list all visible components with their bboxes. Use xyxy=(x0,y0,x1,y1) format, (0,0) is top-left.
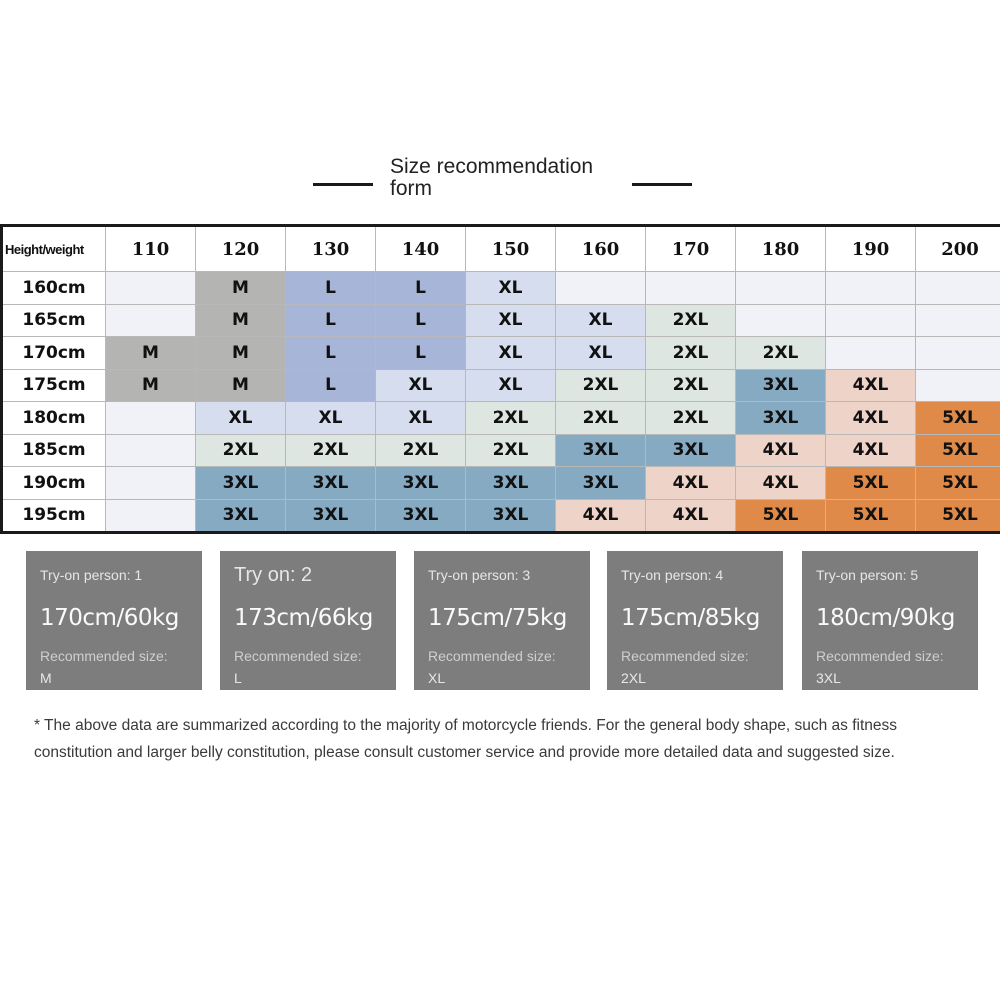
try-on-card-4 xyxy=(607,551,783,690)
size-cell: 4XL xyxy=(826,402,916,435)
size-cell: 5XL xyxy=(826,499,916,533)
height-header: 195cm xyxy=(2,499,106,533)
size-cell xyxy=(826,337,916,370)
try-on-card-1 xyxy=(26,551,202,690)
card-rec-label: Recommended size: xyxy=(40,648,168,664)
size-cell xyxy=(106,499,196,533)
size-cell: XL xyxy=(466,304,556,337)
size-cell: XL xyxy=(556,304,646,337)
size-cell: L xyxy=(286,304,376,337)
size-cell: 5XL xyxy=(916,434,1000,467)
size-cell: XL xyxy=(466,337,556,370)
size-cell xyxy=(556,272,646,305)
size-cell: M xyxy=(196,304,286,337)
size-cell: L xyxy=(286,272,376,305)
corner-header: Height/weight xyxy=(2,226,106,272)
height-header: 180cm xyxy=(2,402,106,435)
height-header: 165cm xyxy=(2,304,106,337)
size-cell: 4XL xyxy=(736,434,826,467)
table-body xyxy=(2,272,1000,533)
size-cell: 3XL xyxy=(286,467,376,500)
weight-header: 190 xyxy=(826,226,916,272)
size-cell: 2XL xyxy=(466,402,556,435)
size-cell: M xyxy=(106,337,196,370)
size-cell: XL xyxy=(556,337,646,370)
card-measurements: 175cm/85kg xyxy=(621,605,760,631)
size-cell: 5XL xyxy=(916,402,1000,435)
size-cell: 3XL xyxy=(556,467,646,500)
page-title: Size recommendation form xyxy=(390,155,594,200)
size-cell xyxy=(736,272,826,305)
size-cell: L xyxy=(286,369,376,402)
size-cell: 3XL xyxy=(196,499,286,533)
size-cell xyxy=(736,304,826,337)
size-cell: XL xyxy=(466,369,556,402)
height-header: 175cm xyxy=(2,369,106,402)
card-label: Try-on person: 4 xyxy=(621,567,724,583)
card-rec-value: XL xyxy=(428,670,446,686)
card-rec-label: Recommended size: xyxy=(816,648,944,664)
size-cell: XL xyxy=(376,402,466,435)
table-row xyxy=(2,467,1000,500)
title-block xyxy=(0,156,1000,206)
size-cell: L xyxy=(376,304,466,337)
size-cell: 5XL xyxy=(826,467,916,500)
card-rec-label: Recommended size: xyxy=(428,648,556,664)
size-cell xyxy=(826,272,916,305)
card-rec-value: 2XL xyxy=(621,670,646,686)
weight-header: 150 xyxy=(466,226,556,272)
size-cell: 2XL xyxy=(556,402,646,435)
size-cell: 4XL xyxy=(826,369,916,402)
size-cell xyxy=(106,467,196,500)
table-row xyxy=(2,304,1000,337)
try-on-card-5 xyxy=(802,551,978,690)
size-cell xyxy=(646,272,736,305)
size-cell xyxy=(916,369,1000,402)
size-cell xyxy=(916,304,1000,337)
size-cell: 2XL xyxy=(286,434,376,467)
table-row xyxy=(2,337,1000,370)
height-header: 185cm xyxy=(2,434,106,467)
size-cell: 2XL xyxy=(466,434,556,467)
size-cell: 3XL xyxy=(376,499,466,533)
try-on-card-2 xyxy=(220,551,396,690)
weight-header: 200 xyxy=(916,226,1000,272)
card-rec-label: Recommended size: xyxy=(234,648,362,664)
card-rec-label: Recommended size: xyxy=(621,648,749,664)
size-cell: 3XL xyxy=(646,434,736,467)
title-divider-left xyxy=(313,183,373,186)
size-cell: M xyxy=(106,369,196,402)
table-row xyxy=(2,499,1000,533)
size-cell: XL xyxy=(376,369,466,402)
size-cell: 5XL xyxy=(916,499,1000,533)
card-label: Try-on person: 1 xyxy=(40,567,143,583)
size-cell: 2XL xyxy=(646,369,736,402)
size-cell: 5XL xyxy=(916,467,1000,500)
size-cell: 2XL xyxy=(646,402,736,435)
size-cell: 3XL xyxy=(376,467,466,500)
footnote: * The above data are summarized according to the majority of motorcycle friends. For the general body shape, such as fitness constitution and larger belly constitution, please consult customer service and provide more detailed data and suggested size. xyxy=(34,717,897,761)
size-cell xyxy=(916,337,1000,370)
size-cell: 4XL xyxy=(826,434,916,467)
table-row xyxy=(2,369,1000,402)
table-row xyxy=(2,434,1000,467)
size-cell: 4XL xyxy=(646,499,736,533)
table-header-row xyxy=(2,226,1000,272)
size-cell xyxy=(916,272,1000,305)
card-measurements: 180cm/90kg xyxy=(816,605,955,631)
size-cell: 3XL xyxy=(736,369,826,402)
size-cell: 2XL xyxy=(646,304,736,337)
size-cell xyxy=(106,402,196,435)
height-header: 170cm xyxy=(2,337,106,370)
weight-header: 160 xyxy=(556,226,646,272)
card-label: Try-on person: 5 xyxy=(816,567,919,583)
card-measurements: 170cm/60kg xyxy=(40,605,179,631)
size-cell: L xyxy=(376,272,466,305)
size-cell: 3XL xyxy=(286,499,376,533)
size-cell: 4XL xyxy=(646,467,736,500)
size-cell: 3XL xyxy=(466,467,556,500)
weight-header: 180 xyxy=(736,226,826,272)
size-cell: 2XL xyxy=(556,369,646,402)
height-header: 160cm xyxy=(2,272,106,305)
size-cell: M xyxy=(196,272,286,305)
size-cell: L xyxy=(286,337,376,370)
size-cell xyxy=(826,304,916,337)
title-divider-right xyxy=(632,183,692,186)
weight-header: 130 xyxy=(286,226,376,272)
table-row xyxy=(2,402,1000,435)
card-label: Try on: 2 xyxy=(234,564,313,586)
weight-header: 140 xyxy=(376,226,466,272)
size-cell: 2XL xyxy=(196,434,286,467)
size-cell: 3XL xyxy=(556,434,646,467)
size-cell: L xyxy=(376,337,466,370)
size-cell: 5XL xyxy=(736,499,826,533)
weight-header: 120 xyxy=(196,226,286,272)
card-rec-value: L xyxy=(234,670,242,686)
size-cell: 2XL xyxy=(376,434,466,467)
size-cell: 3XL xyxy=(736,402,826,435)
size-chart-table xyxy=(0,224,1000,534)
size-cell: 3XL xyxy=(466,499,556,533)
size-cell: 4XL xyxy=(556,499,646,533)
try-on-card-3 xyxy=(414,551,590,690)
size-cell xyxy=(106,304,196,337)
card-measurements: 175cm/75kg xyxy=(428,605,567,631)
size-cell: M xyxy=(196,337,286,370)
size-cell: XL xyxy=(286,402,376,435)
height-header: 190cm xyxy=(2,467,106,500)
size-cell xyxy=(106,434,196,467)
size-cell: 4XL xyxy=(736,467,826,500)
size-cell: 2XL xyxy=(646,337,736,370)
size-cell: 2XL xyxy=(736,337,826,370)
card-label: Try-on person: 3 xyxy=(428,567,531,583)
size-cell: 3XL xyxy=(196,467,286,500)
card-measurements: 173cm/66kg xyxy=(234,605,373,631)
size-cell: M xyxy=(196,369,286,402)
table-row xyxy=(2,272,1000,305)
card-rec-value: 3XL xyxy=(816,670,841,686)
size-cell xyxy=(106,272,196,305)
size-cell: XL xyxy=(196,402,286,435)
weight-header: 110 xyxy=(106,226,196,272)
card-rec-value: M xyxy=(40,670,52,686)
size-cell: XL xyxy=(466,272,556,305)
weight-header: 170 xyxy=(646,226,736,272)
